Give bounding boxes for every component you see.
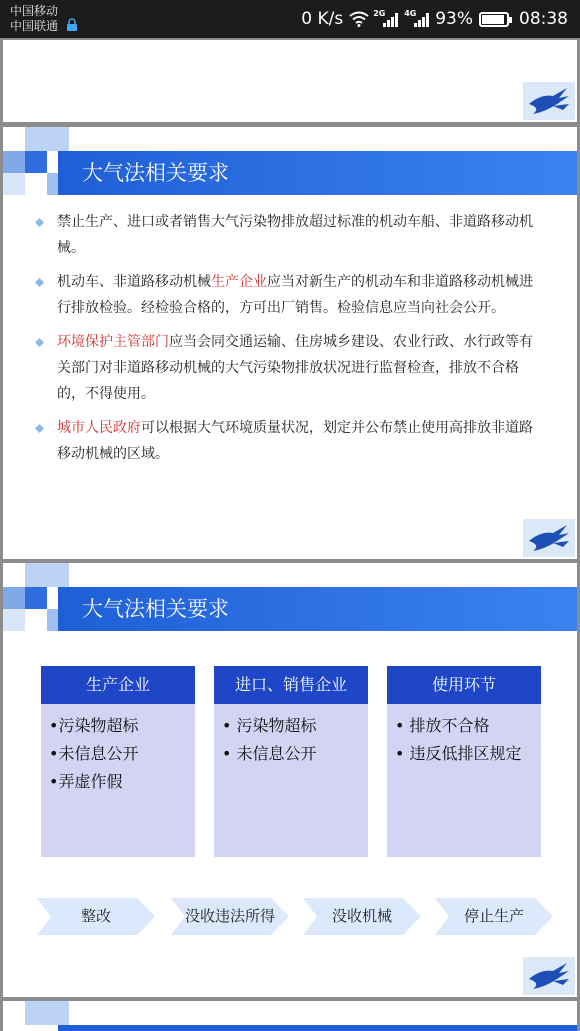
bullet-item xyxy=(33,209,539,261)
lock-icon xyxy=(66,18,78,32)
title-bar-edge xyxy=(58,1025,577,1031)
chevron-label: 没收机械 xyxy=(331,907,392,925)
network-speed: 0 K/s xyxy=(301,9,344,29)
column-header: 生产企业 xyxy=(41,666,195,704)
bullet-text: 应当会同交通运输、住房城乡建设、农业行政、水行政等有关部门对非道路移动机械的大气污染物排放状况进行监督检查，排放不合格的，不得使用。 xyxy=(57,334,533,402)
bullet-text: 可以根据大气环境质量状况，划定并公布禁止使用高排放非道路移动机械的区域。 xyxy=(57,420,533,462)
airline-bird-logo xyxy=(523,957,575,995)
clock: 08:38 xyxy=(519,9,568,29)
slide-next xyxy=(3,1001,577,1031)
chevron-label: 停止生产 xyxy=(463,907,524,925)
column-usage xyxy=(387,666,541,857)
slide-1 xyxy=(3,127,577,559)
bullet-text: 机动车、非道路移动机械 xyxy=(57,274,211,290)
penalty-flow xyxy=(37,898,557,935)
column-import-sales xyxy=(214,666,368,857)
column-item: •未信息公开 xyxy=(49,744,139,763)
column-header: 使用环节 xyxy=(387,666,541,704)
status-bar xyxy=(0,0,580,38)
column-item: •弄虚作假 xyxy=(49,772,123,791)
bullet-item xyxy=(33,269,539,321)
column-item: •污染物超标 xyxy=(49,716,139,735)
slide-previous xyxy=(3,40,577,122)
bullet-text: 应当对新生产的机动车和非道路移动机械进行排放检验。经检验合格的，方可出厂销售。检验信息应当向社会公开。 xyxy=(57,274,533,316)
column-header: 进口、销售企业 xyxy=(214,666,368,704)
slide-title: 大气法相关要求 xyxy=(58,587,577,631)
airline-bird-logo xyxy=(523,519,575,557)
diamond-bullet-icon xyxy=(35,278,44,287)
airline-bird-logo xyxy=(523,82,575,120)
battery-icon xyxy=(479,12,509,27)
column-item: • 未信息公开 xyxy=(222,744,317,763)
chevron-label: 整改 xyxy=(80,907,111,925)
diamond-bullet-icon xyxy=(35,424,44,433)
column-manufacturer xyxy=(41,666,195,857)
corner-decoration xyxy=(25,1001,69,1025)
chevron-step xyxy=(303,898,421,935)
diamond-bullet-icon xyxy=(35,218,44,227)
bullet-item xyxy=(33,329,539,407)
network-type-1: 2G xyxy=(373,9,386,18)
bullet-list xyxy=(33,209,539,475)
highlight-text: 环境保护主管部门 xyxy=(57,334,169,350)
wifi-icon xyxy=(349,11,369,27)
signal-bars-icon xyxy=(404,9,429,27)
carrier-info xyxy=(10,4,58,34)
carrier-1: 中国移动 xyxy=(10,4,59,18)
highlight-text: 生产企业 xyxy=(211,274,267,290)
chevron-step xyxy=(37,898,155,935)
column-item: • 污染物超标 xyxy=(222,716,317,735)
highlight-text: 城市人民政府 xyxy=(57,420,141,436)
battery-percent: 93% xyxy=(435,9,473,29)
battery-fill xyxy=(482,15,504,24)
diamond-bullet-icon xyxy=(35,338,44,347)
slide-2 xyxy=(3,563,577,997)
column-item: • 违反低排区规定 xyxy=(395,744,522,763)
chevron-step xyxy=(435,898,553,935)
carrier-2: 中国联通 xyxy=(10,19,59,33)
network-type-2: 4G xyxy=(404,9,417,18)
chevron-label: 没收违法所得 xyxy=(184,907,275,925)
signal-bars-icon xyxy=(373,9,398,27)
bullet-text: 禁止生产、进口或者销售大气污染物排放超过标准的机动车船、非道路移动机械。 xyxy=(57,214,533,256)
bullet-item xyxy=(33,415,539,467)
chevron-step xyxy=(171,898,289,935)
slide-title: 大气法相关要求 xyxy=(58,151,577,195)
category-columns xyxy=(41,666,541,857)
column-item: • 排放不合格 xyxy=(395,716,490,735)
